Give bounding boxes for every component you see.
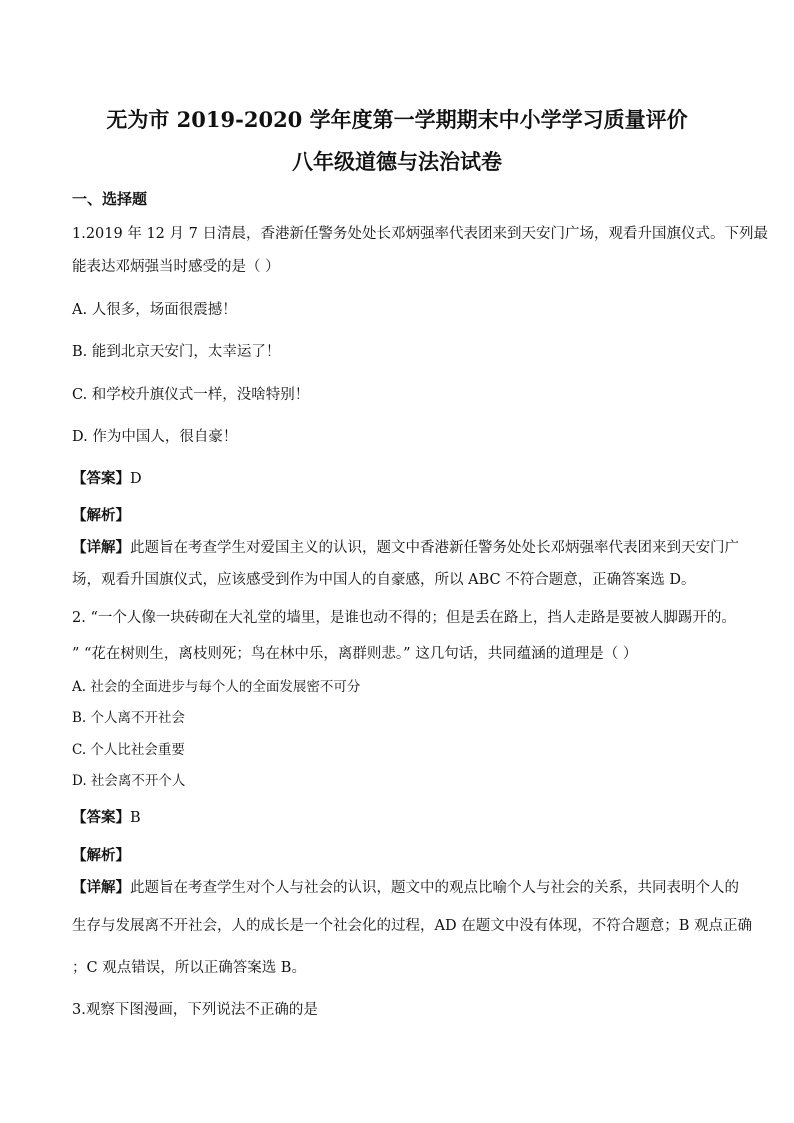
- q2-stem-line-2: ” “花在树则生，离枝则死；鸟在林中乐，离群则悲。” 这几句话，共同蕴涵的道理是（ ）: [72, 646, 638, 662]
- q1-detail-text-1: 此题旨在考查学生对爱国主义的认识，题文中香港新任警务处处长邓炳强率代表团来到天安门广: [130, 540, 739, 556]
- q3-stem-line-1: 3.观察下图漫画，下列说法不正确的是: [72, 1002, 318, 1018]
- q2-detail-text-1: 此题旨在考查学生对个人与社会的认识，题文中的观点比喻个人与社会的关系，共同表明个人的: [130, 880, 739, 896]
- q2-detail-line-2: 生存与发展离不开社会，人的成长是一个社会化的过程，AD 在题文中没有体现，不符合题意；B 观点正确: [72, 918, 752, 934]
- q2-analysis-tag: 【解析】: [72, 847, 130, 864]
- q2-option-b: B. 个人离不开社会: [72, 710, 186, 726]
- q1-detail-line-2: 场，观看升国旗仪式，应该感受到作为中国人的自豪感，所以 ABC 不符合题意，正确答案选 D。: [72, 572, 696, 588]
- q2-answer-value: B: [130, 810, 141, 826]
- q2-answer: [72, 806, 732, 827]
- exam-subtitle: 八年级道德与法治试卷: [292, 149, 502, 174]
- q1-stem-line-2: 能表达邓炳强当时感受的是（ ）: [72, 259, 280, 275]
- q2-detail-line-1: [72, 876, 739, 897]
- q2-option-d: D. 社会离不开个人: [72, 773, 186, 789]
- q1-answer: [72, 467, 732, 488]
- q1-option-b: B. 能到北京天安门，太幸运了！: [72, 344, 281, 360]
- q1-analysis-tag: 【解析】: [72, 507, 130, 524]
- q1-detail-tag: 【详解】: [72, 539, 130, 556]
- q1-option-d: D. 作为中国人，很自豪！: [72, 429, 238, 445]
- q1-answer-tag: 【答案】: [72, 470, 130, 487]
- exam-title: 无为市 2019-2020 学年度第一学期期末中小学学习质量评价: [106, 107, 688, 132]
- q2-detail-tag: 【详解】: [72, 879, 130, 896]
- q2-detail-line-3: ；C 观点错误，所以正确答案选 B。: [72, 960, 306, 976]
- q1-option-a: A. 人很多，场面很震撼！: [72, 302, 237, 318]
- q1-stem-line-1: 1.2019 年 12 月 7 日清晨，香港新任警务处处长邓炳强率代表团来到天安门广场，观看升国旗仪式。下列最: [72, 226, 768, 242]
- q1-option-c: C. 和学校升旗仪式一样，没啥特别！: [72, 387, 310, 403]
- section-heading: 一、选择题: [72, 190, 148, 208]
- q2-stem-line-1: 2. “一个人像一块砖砌在大礼堂的墙里，是谁也动不得的；但是丢在路上，挡人走路是要被人脚踢开的。: [72, 610, 736, 626]
- q1-detail-line-1: [72, 536, 739, 557]
- q2-option-c: C. 个人比社会重要: [72, 742, 185, 758]
- q2-answer-tag: 【答案】: [72, 809, 130, 826]
- q1-answer-value: D: [130, 471, 142, 487]
- q2-option-a: A. 社会的全面进步与每个人的全面发展密不可分: [72, 679, 361, 695]
